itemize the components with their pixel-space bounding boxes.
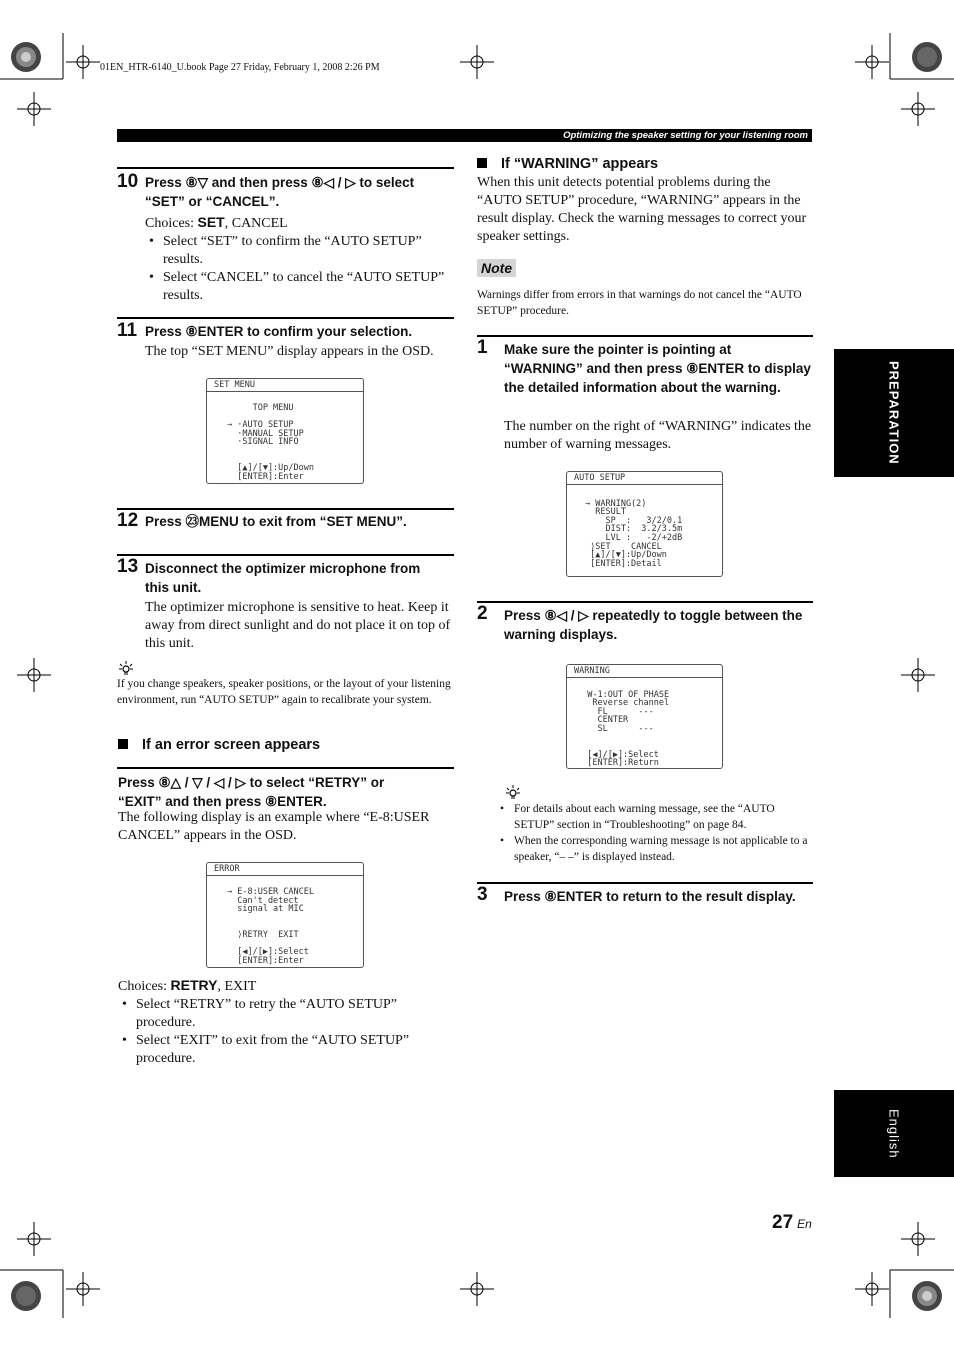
step13-rule	[117, 554, 454, 556]
step10-heading: Press ⑧▽ and then press ⑧◁ / ▷ to select “SET” or “CANCEL”.	[145, 175, 415, 209]
warning-body: When this unit detects potential problems during the “AUTO SETUP” procedure, “WARNING” appears in the result display. Check the warning messages to correct your speaker settings.	[477, 175, 807, 244]
page-number: 27 En	[772, 1212, 812, 1233]
step1-heading: Make sure the pointer is pointing at “WARNING” and then press ⑧ENTER to display the detailed information about the warning.	[504, 342, 811, 395]
step11-rule	[117, 317, 454, 319]
list-item: • Select “SET” to confirm the “AUTO SETUP” results.	[145, 233, 455, 269]
file-info: 01EN_HTR-6140_U.book Page 27 Friday, February 1, 2008 2:26 PM	[100, 62, 380, 73]
tip-text: If you change speakers, speaker positions, or the layout of your listening environment, run “AUTO SETUP” again to recalibrate your system.	[117, 678, 451, 706]
list-item: • Select “CANCEL” to cancel the “AUTO SETUP” results.	[145, 269, 455, 305]
step11-number: 11	[117, 320, 138, 341]
step12-number: 12	[117, 510, 139, 531]
error-body: The following display is an example where “E-8:USER CANCEL” appears in the OSD.	[118, 810, 430, 843]
osd-auto-setup	[566, 471, 723, 577]
step3-rule	[477, 882, 813, 884]
step10-body	[145, 213, 455, 305]
error-press-heading: Press ⑧△ / ▽ / ◁ / ▷ to select “RETRY” or “EXIT” and then press ⑧ENTER.	[118, 775, 385, 809]
tip2-list	[496, 801, 813, 865]
step13-body: The optimizer microphone is sensitive to heat. Keep it away from direct sunlight and do not place it on top of this unit.	[145, 600, 451, 651]
osd-body: W-1:OUT OF PHASE Reverse channel FL --- CENTER SL --- [◀]/[▶]:Select [ENTER]:Return	[587, 689, 670, 769]
error-choices-block	[118, 976, 455, 1068]
osd-title: SET MENU	[207, 379, 363, 392]
square-bullet-icon	[477, 158, 487, 168]
osd-title: WARNING	[567, 665, 722, 678]
step10-number: 10	[117, 171, 139, 192]
tab-preparation-label: PREPARATION	[886, 361, 902, 465]
step12-rule	[117, 508, 454, 510]
osd-title: ERROR	[207, 863, 363, 876]
osd-body: → E-8:USER CANCEL Can't detect signal at MIC ⟩RETRY EXIT [◀]/[▶]:Select [ENTER]:Enter	[227, 887, 314, 966]
list-item: • Select “EXIT” to exit from the “AUTO SETUP” procedure.	[118, 1032, 455, 1068]
osd-body: TOP MENU → ·AUTO SETUP ·MANUAL SETUP ·SIGNAL INFO [▲]/[▼]:Up/Down [ENTER]:Enter	[227, 403, 314, 482]
step1-number: 1	[477, 337, 488, 358]
step12-heading: Press ㉓MENU to exit from “SET MENU”.	[145, 514, 407, 529]
warning-section-heading: If “WARNING” appears	[477, 155, 658, 173]
step1-body: The number on the right of “WARNING” indicates the number of warning messages.	[504, 419, 812, 452]
step11-body: The top “SET MENU” display appears in the OSD.	[145, 344, 434, 359]
step10-choices: Choices: SET, CANCEL	[145, 214, 288, 231]
note-label: Note	[477, 259, 516, 277]
square-bullet-icon	[118, 739, 128, 749]
step2-heading: Press ⑧◁ / ▷ repeatedly to toggle between the warning displays.	[504, 608, 803, 642]
error-rule	[117, 767, 454, 769]
step11-heading: Press ⑧ENTER to confirm your selection.	[145, 324, 413, 339]
osd-error	[206, 862, 364, 968]
osd-set-menu	[206, 378, 364, 484]
list-item: • For details about each warning message, see the “AUTO SETUP” section in “Troubleshooting” on page 84.	[496, 801, 813, 833]
step3-number: 3	[477, 884, 488, 905]
osd-warning	[566, 664, 723, 769]
tab-english-label: English	[886, 1108, 902, 1159]
note-text: Warnings differ from errors in that warnings do not cancel the “AUTO SETUP” procedure.	[477, 289, 802, 317]
list-item: • Select “RETRY” to retry the “AUTO SETUP” procedure.	[118, 996, 455, 1032]
step13-number: 13	[117, 556, 139, 577]
list-item: • When the corresponding warning message is not applicable to a speaker, “– –” is displayed instead.	[496, 833, 813, 865]
tip-icon	[505, 784, 521, 800]
error-choices: Choices: RETRY, EXIT	[118, 977, 257, 994]
tab-preparation	[834, 349, 954, 477]
section-title-bar: Optimizing the speaker setting for your listening room	[117, 129, 812, 142]
step13-heading: Disconnect the optimizer microphone from this unit.	[145, 561, 421, 595]
osd-title: AUTO SETUP	[567, 472, 722, 485]
osd-body: → WARNING(2) RESULT SP : 3/2/0.1 DIST: 3.2/3.5m LVL : -2/+2dB ⟩SET CANCEL [▲]/[▼]:Up/Down [ENTER]:Detail	[585, 498, 683, 569]
step10-rule	[117, 167, 454, 169]
step2-number: 2	[477, 603, 488, 624]
step1-rule	[477, 335, 813, 337]
step2-rule	[477, 601, 813, 603]
step3-heading: Press ⑧ENTER to return to the result display.	[504, 889, 796, 904]
tip-icon	[118, 660, 134, 676]
error-section-heading: If an error screen appears	[118, 736, 320, 754]
tab-english	[834, 1090, 954, 1177]
